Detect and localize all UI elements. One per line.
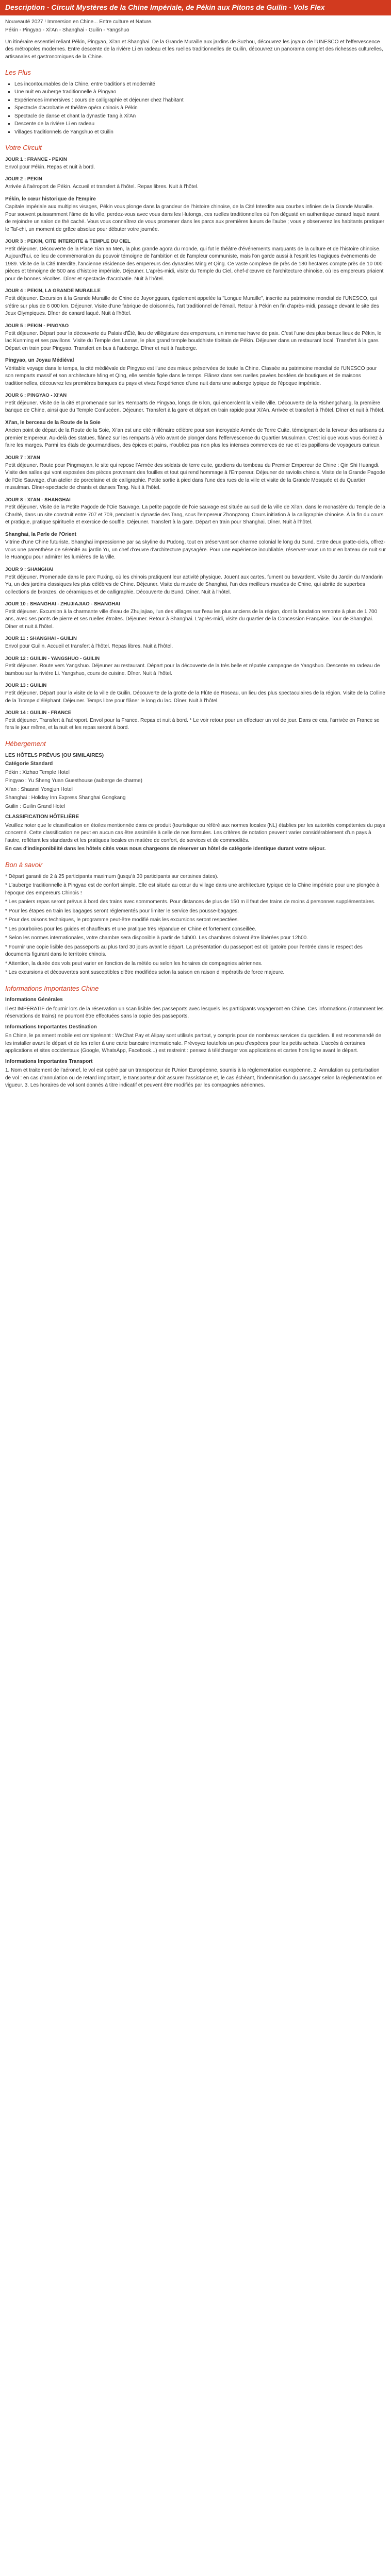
hotel-item: Guilin : Guilin Grand Hotel — [5, 803, 66, 809]
day-text: Envol pour Pékin. Repas et nuit à bord. — [5, 164, 95, 170]
destination-text: Vitrine d'une Chine futuriste, Shanghai impressionne par sa skyline du Pudong, tout en préservant son charme colonial le long du Bund. Entre deux gratte-ciels, offrez-vous une parenthèse de sérénité au jardin Yu, un chef d'œuvre d'architecture paysagère. Pour une expérience inoubliable, réservez-vous un tour en bateau de nuit sur le Huangpu pour admirer les lumières de la ville. — [5, 539, 386, 561]
classification-heading: CLASSIFICATION HÔTELIÈRE — [5, 814, 79, 820]
important-section — [5, 996, 386, 1090]
circuit-heading: Votre Circuit — [5, 144, 42, 152]
day-text: Petit déjeuner. Départ pour la visite de la ville de Guilin. Découverte de la grotte de la Flûte de Roseau, un lieu des plus spectaculaires de la région. Visite de la Colline de la Trompe d'éléphant. Déjeuner. Temps libre pour flâner le long du lac. Dîner. Nuit à l'hôtel. — [5, 690, 385, 704]
destination-text: Ancien point de départ de la Route de la Soie, Xi'an est une cité millénaire célèbre pour son incroyable Armée de Terre Cuite, témoignant de la ferveur des artisans du premier Empereur. Au-delà des statues, flânez sur les remparts à vélo avant de plonger dans l'effervescence du Quartier Musulman. C'est ici que vous vous écrirez à faire les marges. Parmi les étals de gourmandises, des épices et pains, n'oubliez pas non plus les intenses commerces de rue et les papillons de voyageurs curieux. — [5, 428, 384, 449]
page-title: Description - Circuit Mystères de la Chine Impériale, de Pékin aux Pitons de Guilin - Vols Flex — [0, 0, 391, 15]
destination-title: Pékin, le cœur historique de l'Empire — [5, 196, 96, 202]
destination-title: Pingyao, un Joyau Médiéval — [5, 358, 74, 364]
day-block — [5, 392, 386, 415]
day-text: Petit déjeuner. Découverte de la Place Tian an Men, la plus grande agora du monde, qui fut le théâtre d'événements marquants de la culture et de l'histoire chinoise. Aujourd'hui, ce lieu de commémoration du pouvoir témoigne de l'ambition et de l'ampleur communiste, mais l'on garde aussi à l'esprit les tragiques événements de 1989. Visite de la Cité Interdite, l'ancienne résidence des empereurs des dynasties Ming et Qing. Ce vaste complexe de près de 180 hectares compte près de 10 000 pièces et témoigne de 500 ans d'histoire impériale. Déjeuner. L'après-midi, visite du Temple du Ciel, chef-d'œuvre de l'architecture chinoise, où les empereurs priaient pour de bonnes récoltes. Dîner et spectacle d'acrobatie. Nuit à l'hôtel. — [5, 246, 384, 282]
hotel-item: Xi'an : Shaanxi Yongjun Hotel — [5, 786, 73, 792]
day-block — [5, 566, 386, 596]
plus-item: ▪ Les incontournables de la Chine, entre traditions et modernité — [14, 81, 386, 89]
plus-item: ▪ Spectacle d'acrobatie et théâtre opéra chinois à Pékin — [14, 105, 386, 112]
day-text: Petit déjeuner. Visite de la cité et promenade sur les Remparts de Pingyao, longs de 6 km, qui encerclent la vieille ville. Découverte de la Rishengchang, la première banque de Chine, ainsi que du Temple Confucéen. Déjeuner. Transfert à la gare et départ en train rapide pour Xi'An. Arrivée et transfert à l'hôtel. Dîner et nuit à l'hôtel. — [5, 400, 385, 414]
hotel-category: Catégorie Standard — [5, 761, 53, 767]
important-text: Il est IMPÉRATIF de fournir lors de la réservation un scan lisible des passeports avec lesquels les participants voyageront en Chine. Ces informations (notamment les réservations de trains) ne pourront être effectuées sans la copie des passeports. — [5, 1006, 384, 1020]
destination-block — [5, 196, 386, 234]
note-item: * Selon les normes internationales, votre chambre sera disponible à partir de 14h00. Les chambres doivent être libérées pour 12h00. — [5, 935, 308, 941]
day-title: JOUR 4 : PEKIN, LA GRANDE MURAILLE — [5, 288, 101, 294]
important-subheading: Informations Importantes Transport — [5, 1058, 93, 1064]
destination-text: Véritable voyage dans le temps, la cité médiévale de Pingyao est l'une des mieux préservées de toute la Chine. Classée au patrimoine mondial de l'UNESCO pour son remparts massif et son architecture Ming et Qing, elle semble figée dans le temps. Flânez dans ses ruelles pavées bordées de boutiques et de maisons traditionnelles, découvrez les premières banques du pays et vivez l'expérience d'une nuit dans une auberge typique de l'époque impériale. — [5, 365, 377, 386]
day-text: Petit déjeuner. Départ pour la découverte du Palais d'Été, lieu de villégiature des empereurs, un immense havre de paix. C'est l'une des plus beaux lieux de Pékin, le lac Kunming et ses pavillons. Visite du Temple des Lamas, le plus grand temple bouddhiste tibétain de Pékin. Déjeuner dans un restaurant local. Transfert à la gare. Départ en train pour Pingyao. Transfert en bus à l'auberge. Dîner et nuit à l'auberge. — [5, 330, 382, 351]
day-block — [5, 323, 386, 352]
day-block — [5, 454, 386, 492]
intro — [5, 19, 386, 61]
hotels-section — [5, 752, 386, 853]
destination-block — [5, 419, 386, 450]
intro-tagline: Nouveauté 2027 ! Immersion en Chine... Entre culture et Nature. — [5, 19, 153, 25]
day-block — [5, 497, 386, 527]
destination-block — [5, 357, 386, 387]
day-block — [5, 682, 386, 705]
day-title: JOUR 12 : GUILIN - YANGSHUO - GUILIN — [5, 655, 100, 662]
day-text: Petit déjeuner. Route vers Yangshuo. Déjeuner au restaurant. Départ pour la découverte de la très belle et réputée campagne de Yangshuo. Descente en radeau de bambou sur la rivière Li. Yangshuo, cours de cuisine. Dîner. Nuit à l'hôtel. — [5, 663, 380, 676]
day-text: Petit déjeuner. Transfert à l'aéroport. Envol pour la France. Repas et nuit à bord. * Le voir retour pour un effectuer un vol de jour. Dans ce cas, l'arrivée en France se fera le jour même, et la nuit et les repas seront à bord. — [5, 717, 380, 731]
day-text: Envol pour Guilin. Accueil et transfert à l'hôtel. Repas libres. Nuit à l'hôtel. — [5, 643, 173, 650]
intro-route: Pékin - Pingyao - Xi'An - Shanghai - Guilin - Yangshuo — [5, 27, 129, 33]
note-item: * Départ garanti de 2 à 25 participants maximum (jusqu'à 30 participants sur certaines dates). — [5, 873, 219, 879]
day-title: JOUR 9 : SHANGHAI — [5, 566, 54, 572]
hotel-item: Shanghai : Holiday Inn Express Shanghai Gongkang — [5, 795, 126, 801]
day-title: JOUR 10 : SHANGHAI - ZHUJIAJIAO - SHANGHAI — [5, 601, 120, 607]
notes-section — [5, 873, 386, 977]
day-block — [5, 287, 386, 317]
hotel-item: Pékin : Xizhao Temple Hotel — [5, 769, 70, 775]
important-text: En Chine, le paiement mobile est omniprésent : WeChat Pay et Alipay sont utilisés partout, y compris pour de nombreux services du quotidien. Il est recommandé de les installer avant le départ et de les relier à une carte bancaire internationale. Prévoyez toutefois un peu d'espèces pour les petits achats. L'accès à certaines applications et sites occidentaux (Google, WhatsApp, Facebook...) est restreint : pensez à télécharger vos applications et cartes hors ligne avant le départ. — [5, 1033, 382, 1054]
day-title: JOUR 2 : PEKIN — [5, 176, 42, 182]
note-item: * Fournir une copie lisible des passeports au plus tard 30 jours avant le départ. La présentation du passeport est obligatoire pour l'entrée dans le respect des documents figurant dans le territoire chinois. — [5, 944, 363, 958]
itinerary — [5, 156, 386, 732]
day-text: Arrivée à l'aéroport de Pékin. Accueil et transfert à l'hôtel. Repas libres. Nuit à l'hôtel. — [5, 184, 199, 190]
day-title: JOUR 13 : GUILIN — [5, 683, 47, 689]
hotel-item: Pingyao : Yu Sheng Yuan Guesthouse (auberge de charme) — [5, 778, 142, 784]
day-block — [5, 601, 386, 631]
destination-title: Shanghai, la Perle de l'Orient — [5, 531, 76, 537]
day-block — [5, 156, 386, 171]
important-heading: Informations Importantes Chine — [5, 984, 99, 992]
day-block — [5, 635, 386, 650]
day-title: JOUR 14 : GUILIN - FRANCE — [5, 710, 72, 716]
plus-item: ▪ Spectacle de danse et chant la dynastie Tang à Xi'An — [14, 113, 386, 121]
day-block — [5, 709, 386, 732]
plus-list — [5, 81, 386, 137]
plus-item: ▪ Expériences immersives : cours de calligraphie et déjeuner chez l'habitant — [14, 97, 386, 105]
hotels-heading: Hébergement — [5, 739, 46, 748]
note-item: * Les paniers repas seront prévus à bord des trains avec sommoments. Pour distances de plus de 150 m il faut des trains de moins 4 personnes supplémentaires. — [5, 899, 376, 905]
hotels-subheading: LES HÔTELS PRÉVUS (OU SIMILAIRES) — [5, 752, 104, 758]
note-item: * Pour des raisons techniques, le programme peut-être modifié mais les excursions seront respectées. — [5, 917, 239, 923]
note-item: * Attention, la durée des vols peut varier en fonction de la météo ou selon les horaires de compagnies aériennes. — [5, 960, 263, 967]
plus-item: ▪ Villages traditionnels de Yangshuo et Guilin — [14, 129, 386, 137]
day-title: JOUR 5 : PEKIN - PINGYAO — [5, 323, 69, 329]
plus-item: ▪ Descente de la rivière Li en radeau — [14, 121, 386, 128]
day-title: JOUR 8 : XI'AN - SHANGHAI — [5, 497, 71, 503]
important-subheading: Informations Générales — [5, 997, 63, 1003]
note-item: * L'auberge traditionnelle à Pingyao est de confort simple. Elle est située au cœur du village dans une architecture typique de la Chine impériale pour une plongée à l'époque des empereurs Chinois ! — [5, 883, 380, 896]
day-text: Petit déjeuner. Promenade dans le parc Fuxing, où les chinois pratiquent leur activité physique. Jouent aux cartes, fument ou bavardent. Visite du Jardin du Mandarin Yu, un des jardins classiques les plus célèbres de Chine. Déjeuner. Visite du musée de Shanghai, l'un des meilleurs musées de Chine, qui abrite de superbes collections de bronzes, de céramiques et de calligraphie. Découverte du Bund. Dîner. Nuit à l'hôtel. — [5, 574, 383, 595]
day-title: JOUR 11 : SHANGHAI - GUILIN — [5, 636, 77, 642]
day-title: JOUR 6 : PINGYAO - XI'AN — [5, 393, 67, 399]
day-text: Petit déjeuner. Route pour Pingmayan, le site qui repose l'Armée des soldats de terre cuite, gardiens du tombeau du Premier Empereur de Chine : Qin Shi Huangdi. Visite des salles qui vont exposées des pièces provenant des fouilles et tout qui rend hommage à l'Empereur. Déjeuner de raviolis chinois. Visite de la Grande Pagode de l'Oie Sauvage, d'un atelier de porcelaine et de calligraphie. Petite sortie à pied dans l'une des rues de la ville et visite de la Grande Mosquée et du Quartier musulman. Dîner-spectacle de chants et danses Tang. Nuit à l'hôtel. — [5, 462, 385, 491]
main-content — [0, 15, 391, 1096]
classification-text: Veuillez noter que le classification en étoiles mentionnée dans ce produit (touristique ou référé aux normes locales (NL) établies par les autorités compétentes du pays concerné. Cette classification ne peut en aucun cas être assimilée à celle de nos formules. Les critères de notation peuvent varier considérablement d'un pays à l'autre, reflétant les standards et les pratiques locales en matière de confort, de services et de commodités. — [5, 822, 385, 843]
day-block — [5, 238, 386, 283]
notes-heading: Bon à savoir — [5, 860, 43, 869]
day-text: Petit déjeuner. Visite de la Petite Pagode de l'Oie Sauvage. La petite pagode de l'oie sauvage est située au sud de la ville de Xi'an, dans le monastère du Temple de la Charité, dans un site construit entre 707 et 709, pendant la dynastie des Tang, sous l'empereur Zhongzong. Cours initiation à la calligraphie chinoise. À la fin du cours et pratique, pratique spirituelle et exercice de souffle. Déjeuner. Transfert à la gare. Départ en train pour Shanghai. Dîner. Nuit à l'hôtel. — [5, 504, 385, 526]
destination-block — [5, 531, 386, 562]
note-item: * Les excursions et découvertes sont susceptibles d'être modifiées selon la saison en raison d'impératifs de force majeure. — [5, 970, 285, 976]
note-item: * Les pourboires pour les guides et chauffeurs et une pratique très répandue en Chine et fortement conseillée. — [5, 926, 256, 932]
day-title: JOUR 1 : FRANCE - PEKIN — [5, 157, 67, 163]
day-block — [5, 655, 386, 678]
plus-item: ▪ Une nuit en auberge traditionnelle à Pingyao — [14, 89, 386, 96]
important-subheading: Informations Importantes Destination — [5, 1024, 97, 1030]
day-title: JOUR 7 : XI'AN — [5, 454, 40, 461]
destination-text: Capitale impériale aux multiples visages, Pékin vous plonge dans la grandeur de l'histoire chinoise, de la Cité Interdite aux courbes infinies de la Grande Muraille. Pour souvent puissamment l'âme de la ville, perdez-vous avec vous dans les Hutongs, ces ruelles traditionnelles où l'on dégusté en authentique canard laqué avant de rejoindre un salon de thé caché. Vous vous connaîtrez de vous promener dans les parcs aux premières lueurs de l'aube ; vous y observerez les habitants pratiquer le Taï-chi, un moment de grâce absolue pour débuter votre journée. — [5, 204, 385, 232]
plus-heading: Les Plus — [5, 69, 31, 76]
day-text: Petit déjeuner. Excursion à la Grande Muraille de Chine de Juyongguan, également appelée la "Longue Muraille", inscrite au patrimoine mondial de l'UNESCO, qui s'étire sur plus de 6 000 km. Déjeuner. Visite d'une fabrique de cloisonnés, l'art traditionnel de l'émail. Retour à Pékin en fin d'après-midi, passage devant le site des Jeux Olympiques. Dîner de canard laqué. Nuit à l'hôtel. — [5, 296, 379, 317]
day-title: JOUR 3 : PEKIN, CITE INTERDITE & TEMPLE DU CIEL — [5, 239, 131, 245]
destination-title: Xi'an, le berceau de la Route de la Soie — [5, 419, 101, 426]
intro-description: Un itinéraire essentiel reliant Pékin, Pingyao, Xi'an et Shanghai. De la Grande Muraille aux jardins de Suzhou, découvrez les joyaux de l'UNESCO et l'effervescence des métropoles modernes. Entre descente de la rivière Li en radeau et les ruelles traditionnelles de Guilin, découvrez un panorama complet des richesses culturelles, artisanales et gastronomiques de la Chine. — [5, 39, 383, 60]
availability-note: En cas d'indisponibilité dans les hôtels cités vous nous chargeons de réserver un hôtel de catégorie identique durant votre séjour. — [5, 846, 326, 852]
day-block — [5, 176, 386, 191]
important-text: 1. Nom et traitement de l'aéronef, le vol est opéré par un transporteur de l'Union Européenne, soumis à la réglementation européenne. 2. Annulation ou perturbation de vol : en cas d'annulation ou de retard important, le transporteur doit assurer l'assistance et, le cas échéant, l'indemnisation du passager selon la réglementation en vigueur. 3. Les horaires de vol sont donnés à titre indicatif et peuvent être modifiés par les compagnies aériennes. — [5, 1067, 383, 1089]
day-text: Petit déjeuner. Excursion à la charmante ville d'eau de Zhujiajiao, l'un des villages sur l'eau les plus anciens de la région, dont la fondation remonte à plus de 1 700 ans, avec ses ponts de pierre et ses ruelles étroites. Déjeuner. Retour à Shanghai. L'après-midi, visite du quartier de la Concession Française. Tour de Shanghai. Dîner et nuit à l'hôtel. — [5, 608, 378, 630]
note-item: * Pour les étapes en train les bagages seront réglementés pour limiter le service des pousse-bagages. — [5, 908, 239, 914]
